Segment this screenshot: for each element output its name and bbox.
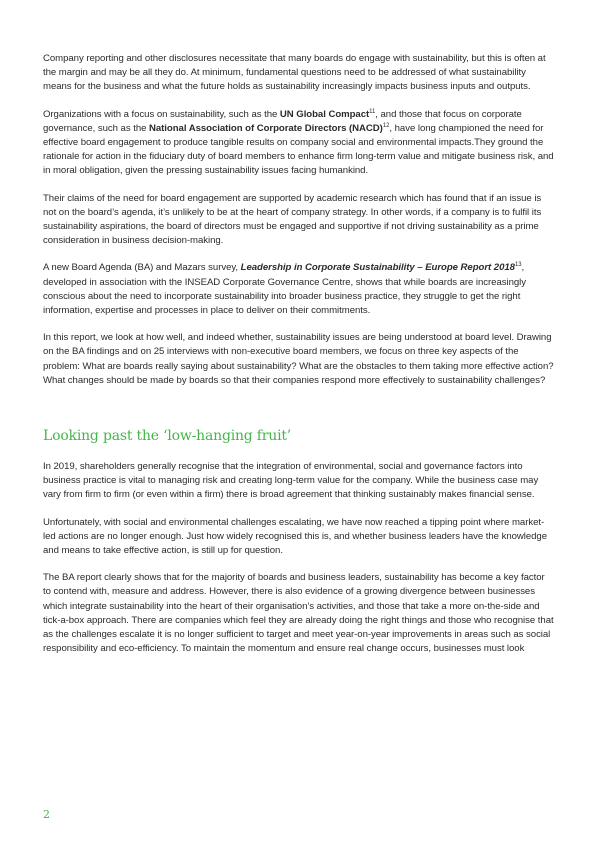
paragraph-ba-mazars-survey (43, 261, 555, 318)
paragraph-board-engagement-margin: Company reporting and other disclosures necessitate that many boards do engage with sustainability, but this is often at the margin and may be all they do. At minimum, fundamental questions need to be addressed of what sustainability means for the business and what the future holds as sustainability increasingly impacts business inputs and outputs. (43, 53, 546, 93)
text-run: Organizations with a focus on sustainability, such as the (43, 108, 280, 120)
paragraph-2019-shareholders: In 2019, shareholders generally recognise that the integration of environmental, social and governance factors into business practice is vital to managing risk and creating long-term value for the company. While the business case may vary from firm to firm (or even within a firm) there is broad agreement that thinking sustainably makes financial sense. (43, 461, 539, 501)
page-body (43, 52, 555, 670)
report-title: Leadership in Corporate Sustainability – Europe Report 2018 (240, 262, 515, 274)
footnote-ref-12[interactable]: 12 (382, 122, 390, 129)
paragraph-in-this-report: In this report, we look at how well, and indeed whether, sustainability issues are being understood at board level. Drawing on the BA findings and on 25 interviews with non-executive board members, we focus on three key aspects of the problem: What are boards really saying about sustainability? What are the obstacles to them taking more effective action? What changes should be made by boards so that their companies respond more effectively to sustainability challenges? (43, 332, 554, 386)
paragraph-organizations-focus (43, 108, 555, 179)
page-number: 2 (43, 808, 50, 821)
text-run: , and those that focus on corporate governance, such as the (43, 108, 522, 134)
link-un-global-compact[interactable]: UN Global Compact (279, 108, 370, 120)
paragraph-tipping-point: Unfortunately, with social and environmental challenges escalating, we have now reached a tipping point where market-led actions are no longer enough. Just how widely recognised this is, and whether business leaders have the knowledge and means to take effective action, is still up for question. (43, 516, 548, 557)
footnote-ref-13[interactable]: 13 (514, 262, 522, 269)
text-run: , developed in association with the INSEAD Corporate Governance Centre, shows that while boards are increasingly conscious about the need to incorporate sustainability into broader business practice, they struggle to get the right information, expertise and processes in place to deliver on their commitments. (43, 262, 526, 317)
text-run: A new Board Agenda (BA) and Mazars survey, (43, 262, 241, 274)
text-run: , have long championed the need for effective board engagement to produce tangible results on company social and environmental impacts.They ground the rationale for action in the fiduciary duty of board members to enhance firm long-term value and mitigate business risk, and in moral obligation, given the pressing sustainability issues facing humankind. (43, 122, 554, 177)
link-nacd[interactable]: National Association of Corporate Directors (NACD) (149, 122, 383, 134)
footnote-ref-11[interactable]: 11 (369, 108, 376, 115)
section-heading: Looking past the ‘low-hanging fruit’ (43, 428, 292, 445)
paragraph-ba-report-divergence: The BA report clearly shows that for the majority of boards and business leaders, sustainability has become a key factor to contend with, measure and address. However, there is also evidence of a growing divergence between businesses which integrate sustainability into the heart of their organisation’s activities, and those that take a more on-the-side and tick-a-box approach. There are companies which feel they are already doing the right things and those who recognise that as the challenges escalate it is no longer sufficient to target and meet year-on-year improvements in areas such as social responsibility and eco-efficiency. To maintain the momentum and ensure real change occurs, businesses must look (43, 572, 554, 655)
paragraph-academic-research: Their claims of the need for board engagement are supported by academic research which has found that if an issue is not on the board’s agenda, it’s unlikely to be at the heart of company strategy. In other words, if a company is to fulfil its sustainability aspirations, the board of directors must be engaged and supportive if not driving sustainability as a prime consideration in business decision-making. (43, 192, 542, 247)
